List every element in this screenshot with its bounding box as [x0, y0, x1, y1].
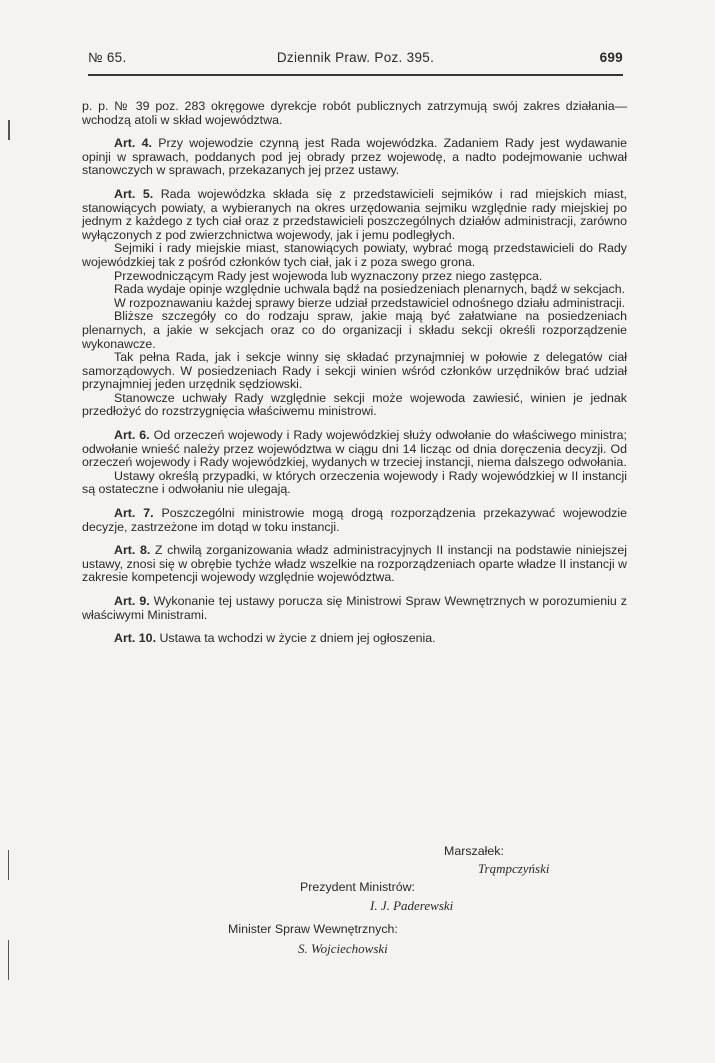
article-label: Art. 7.	[114, 506, 154, 521]
margin-mark	[8, 120, 10, 140]
margin-mark	[8, 850, 9, 880]
paragraph-continuation: p. p. № 39 poz. 283 okręgowe dyrekcje robót publicznych zatrzymują swój zakres działania—wchodzą atoli w skład województwa.	[82, 99, 627, 127]
paragraph: Bliższe szczegóły co do rodzaju spraw, jakie mają być załatwiane na posiedzeniach plenarnych, a jakie w sekcjach oraz co do organizacji i składu sekcji określi rozporządzenie wykonawcze.	[82, 309, 627, 351]
article-label: Art. 9.	[114, 594, 150, 608]
article-10: Art. 10. Ustawa ta wchodzi w życie z dniem jej ogłoszenia.	[114, 631, 436, 646]
issue-number: № 65.	[88, 50, 127, 65]
prime-minister-title: Prezydent Ministrów:	[300, 880, 415, 894]
header-rule	[88, 74, 623, 76]
paragraph: Sejmiki i rady miejskie miast, stanowiących powiaty, wybrać mogą przedstawicieli do Rady wojewódzkiej tak z pośród członków tych ciał, jak i z poza swego grona.	[82, 241, 627, 269]
article-9: Art. 9. Wykonanie tej ustawy porucza się Ministrowi Spraw Wewnętrznych w porozumieniu z właściwymi Ministrami.	[82, 594, 627, 622]
journal-title: Dziennik Praw. Poz. 395.	[276, 50, 435, 65]
article-label: Art. 5.	[114, 186, 154, 201]
page-number: 699	[599, 50, 623, 65]
prime-minister-signature: I. J. Paderewski	[370, 898, 454, 913]
article-8: Art. 8. Z chwilą zorganizowania władz administracyjnych II instancji na podstawie niniejszej ustawy, znosi się w obrębie tychże władz wszelkie na rozporządzeniach oparte władze II instancji w zakresie kompetencji wojewody względnie województwa.	[82, 543, 627, 585]
paragraph: Przewodniczącym Rady jest wojewoda lub wyznaczony przez niego zastępca.	[114, 268, 543, 283]
article-6: Art. 6. Od orzeczeń wojewody i Rady wojewódzkiej służy odwołanie do właściwego ministra; odwołanie wnieść należy przez województwa w ciągu dni 14 licząc od dnia doręczenia decyzji. Od orzeczeń wojewody i Rady wojewódzkiej, wydanych w trzeciej instancji, niema dalszego odwołania.	[82, 428, 627, 470]
paragraph: Tak pełna Rada, jak i sekcje winny się składać przynajmniej w połowie z delegatów ciał samorządowych. W posiedzeniach Rady i sekcji winien wśród członków urzędników brać udział przynajmniej jeden urzędnik sędziowski.	[82, 350, 627, 392]
article-label: Art. 10.	[114, 631, 157, 646]
article-5: Art. 5. Rada wojewódzka składa się z przedstawicieli sejmików i rad miejskich miast, stanowiących powiaty, a wybieranych na okres urzędowania sejmiku względnie rady miejskiej po jednym z każdego z tych ciał oraz z przedstawicieli poszczególnych działów administracji, zarówno wyłączonych z pod zwierzchnictwa wojewody, jak i jemu podległych.	[82, 186, 627, 242]
article-7: Art. 7. Poszczególni ministrowie mogą drogą rozporządzenia przekazywać wojewodzie decyzje, zastrzeżone im dotąd w toku instancji.	[82, 506, 628, 534]
marshal-title: Marszałek:	[444, 844, 504, 858]
article-label: Art. 6.	[114, 428, 150, 443]
paragraph: Ustawy określą przypadki, w których orzeczenia wojewody i Rady wojewódzkiej w II instancji są ostateczne i odwołaniu nie ulegają.	[82, 468, 627, 497]
page-header	[88, 50, 623, 72]
article-label: Art. 4.	[114, 136, 152, 151]
margin-mark	[8, 940, 9, 980]
paragraph: W rozpoznawaniu każdej sprawy bierze udział przedstawiciel odnośnego działu administracji.	[114, 295, 626, 310]
paragraph: Stanowcze uchwały Rady względnie sekcji może wojewoda zawiesić, winien je jednak przedłożyć do rozstrzygnięcia właściwemu ministrowi.	[82, 390, 627, 419]
interior-minister-title: Minister Spraw Wewnętrznych:	[228, 922, 398, 936]
article-4: Art. 4. Przy wojewodzie czynną jest Rada wojewódzka. Zadaniem Rady jest wydawanie opinji w sprawach, poddanych pod jej obrady przez wojewodę, a nadto podejmowanie uchwał stanowczych w sprawach, przekazanych jej przez ustawy.	[82, 136, 627, 178]
interior-minister-signature: S. Wojciechowski	[298, 941, 388, 956]
marshal-signature: Trąmpczyński	[478, 861, 550, 876]
article-label: Art. 8.	[114, 543, 151, 558]
document-body	[82, 100, 627, 646]
paragraph: Rada wydaje opinje względnie uchwala bądź na posiedzeniach plenarnych, bądź w sekcjach.	[114, 282, 626, 297]
